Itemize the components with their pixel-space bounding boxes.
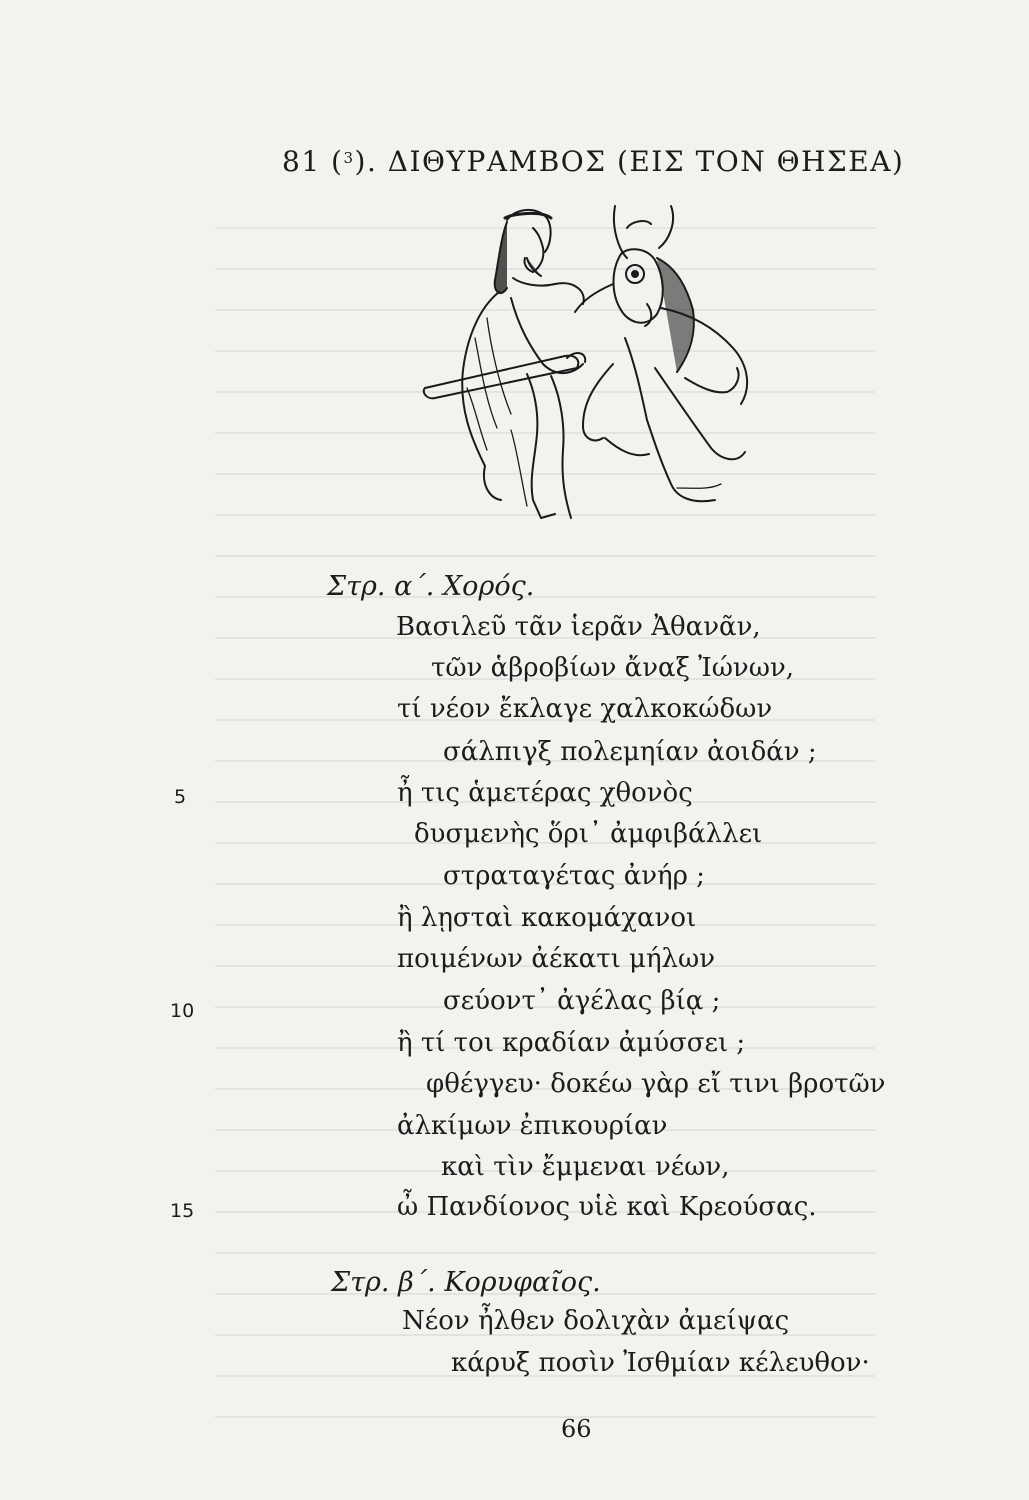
verse-line: στραταγέτας ἀνήρ ; [443,861,705,891]
verse-line: σεύοντ᾿ ἀγέλας βίᾳ ; [443,986,721,1016]
verse-line: ἢ λῃσταὶ κακομάχανοι [397,903,697,933]
theseus-minotaur-vase-illustration [415,188,760,543]
line-number: 10 [170,1000,195,1022]
paren-open: ( [331,145,344,178]
poem-number: 81 [282,145,321,178]
theseus-figure [424,210,585,518]
verse-line: τί νέον ἔκλαγε χαλκοκώδων [397,694,773,724]
minotaur-figure [575,206,747,501]
verse-line: καὶ τὶν ἔμμεναι νέων, [441,1152,730,1182]
page-title [282,145,904,178]
verse-line: ἦ τις ἁμετέρας χθονὸς [397,778,693,808]
verse-line: Νέον ἦλθεν δολιχὰν ἀμείψας [402,1306,790,1336]
poem-title: ΔΙΘΥΡΑΜΒΟΣ (ΕΙΣ ΤΟΝ ΘΗΣΕΑ) [387,145,905,178]
paren-close: ). [354,145,378,178]
verse-line: ἀλκίμων ἐπικουρίαν [397,1111,668,1141]
verse-line: ποιμένων ἀέκατι μήλων [397,944,716,974]
page-number: 66 [561,1415,592,1443]
verse-line: δυσμενὴς ὅρι᾿ ἀμφιβάλλει [414,819,763,849]
verse-line: Βασιλεῦ τᾶν ἱερᾶν Ἀθανᾶν, [396,612,761,642]
verse-line: ἢ τί τοι κραδίαν ἀμύσσει ; [397,1028,746,1058]
strophe2-heading: Στρ. β΄. Κορυφαῖος. [331,1267,601,1298]
verse-line: κάρυξ ποσὶν Ἰσθμίαν κέλευθον· [451,1348,870,1378]
verse-line: φθέγγευ· δοκέω γὰρ εἴ τινι βροτῶν [426,1069,886,1099]
verse-line: ὦ Πανδίονος υἱὲ καὶ Κρεούσας. [397,1192,817,1222]
strophe1-heading: Στρ. α΄. Χορός. [327,571,535,602]
line-number: 15 [170,1200,195,1222]
verse-line: τῶν ἁβροβίων ἄναξ Ἰώνων, [431,653,795,683]
verse-line: σάλπιγξ πολεμηίαν ἀοιδάν ; [443,737,817,767]
poem-ref: 3 [343,149,355,167]
line-number: 5 [174,786,187,808]
